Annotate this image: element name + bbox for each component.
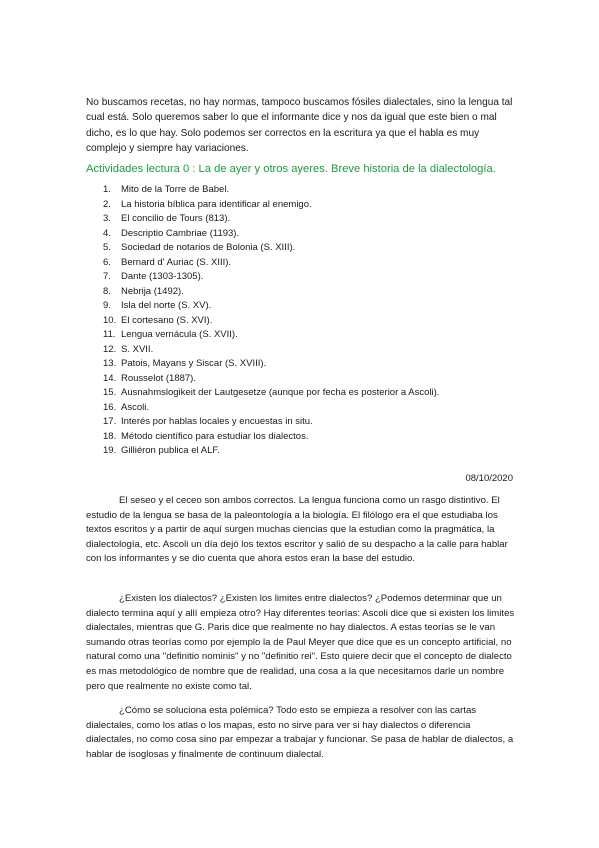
- activity-item: [103, 183, 439, 198]
- activity-text: La historia bíblica para identificar al enemigo.: [121, 198, 312, 210]
- activity-item: [103, 299, 439, 314]
- activity-item: [103, 256, 439, 271]
- activity-number: 11.: [103, 329, 116, 340]
- activities-heading: Actividades lectura 0 : La de ayer y otros ayeres. Breve historia de la dialectología.: [86, 163, 496, 175]
- paragraph-text: El seseo y el ceceo son ambos correctos. La lengua funciona como un rasgo distintivo. El estudio de la lengua se basa de la paleontología a la biología. El filólogo era el que estudiaba los textos escritos y a partir de aquí surgen muchas ciencias que la estudian como la pragmática, la dialectología, etc. Ascoli un día dejó los textos escritor y salió de su despacho a la calle para hablar con los informantes y se dio cuenta que ahora estos eran la base del estudio.: [86, 495, 508, 565]
- activity-text: Rousselot (1887).: [121, 372, 196, 384]
- activity-number: 15.: [103, 387, 117, 398]
- activity-number: 12.: [103, 343, 117, 355]
- activity-text: Dante (1303-1305).: [121, 271, 204, 282]
- activity-number: 16.: [103, 401, 117, 413]
- activity-number: 7.: [103, 271, 111, 282]
- paragraph-text: ¿Cómo se soluciona esta polémica? Todo esto se empieza a resolver con las cartas dialectales, como los atlas o los mapas, esto no sirve para ver si hay dialectos o diferencia dialectales, no como cosa sino par empezar a trabajar y funcionar. Se pasa de hablar de dialectos, a hablar de isoglosas y finalmente de continuum dialectal.: [86, 705, 514, 760]
- activity-item: [103, 314, 439, 329]
- paragraph-dialect-limits: [86, 592, 518, 694]
- activity-text: Bernard d' Auriac (S. XIII).: [121, 256, 232, 268]
- activity-text: El cortesano (S. XVI).: [121, 314, 213, 326]
- activity-text: Patois, Mayans y Siscar (S. XVIII).: [121, 358, 267, 369]
- activity-item: [103, 372, 439, 387]
- activity-text: Descriptio Cambriae (1193).: [121, 227, 240, 239]
- activity-number: 6.: [103, 256, 111, 268]
- activity-number: 8.: [103, 285, 111, 297]
- activity-number: 19.: [103, 445, 117, 456]
- activity-number: 1.: [103, 184, 111, 195]
- activities-list: [103, 183, 439, 459]
- activity-item: [103, 227, 439, 242]
- activity-number: 9.: [103, 300, 111, 311]
- activity-number: 4.: [103, 227, 111, 239]
- paragraph-seseo: [86, 494, 518, 567]
- activity-item: [103, 343, 439, 358]
- activity-item: [103, 430, 439, 445]
- activity-number: 18.: [103, 430, 117, 442]
- activity-number: 2.: [103, 198, 111, 210]
- activity-item: [103, 328, 439, 343]
- activity-number: 13.: [103, 358, 117, 369]
- paragraph-solution: [86, 704, 518, 762]
- activity-number: 17.: [103, 416, 117, 427]
- activity-text: Interés por hablas locales y encuestas in situ.: [121, 416, 313, 427]
- activity-number: 3.: [103, 213, 111, 224]
- activity-text: Sociedad de notarios de Bolonia (S. XIII).: [121, 242, 296, 253]
- activity-item: [103, 444, 439, 459]
- activity-text: Isla del norte (S. XV).: [121, 300, 212, 311]
- activity-item: [103, 357, 439, 372]
- intro-paragraph: No buscamos recetas, no hay normas, tampoco buscamos fósiles dialectales, sino la lengua tal cual está. Solo queremos saber lo que el informante dice y nos da igual que este bien o mal dicho, es lo que hay. Solo podemos ser correctos en la escritura ya que el habla es muy complejo y siempre hay variaciones.: [86, 97, 513, 155]
- activity-text: Lengua vernácula (S. XVII).: [121, 329, 238, 340]
- date-label: 08/10/2020: [465, 473, 513, 484]
- activity-text: Gilliéron publica el ALF.: [121, 445, 220, 456]
- activity-text: Mito de la Torre de Babel.: [121, 184, 230, 195]
- activity-item: [103, 212, 439, 227]
- activity-item: [103, 241, 439, 256]
- paragraph-text: ¿Existen los dialectos? ¿Existen los limites entre dialectos? ¿Podemos determinar que un dialecto termina aquí y allí empieza otro? Hay diferentes teorías: Ascoli dice que si existen los limites dialectales, mientras que G. Paris dice que realmente no hay dialectos. A estas teorías se le van sumando otras teorías como por ejemplo la de Paul Meyer que dice que es un concepto artificial, no natural como una "definitio nominis" y no "definitio rei". Esto quiere decir que el concepto de dialecto es mas metodológico de nombre que de realidad, una cosa a la que necesitamos darle un nombre pero que realmente no existe como tal.: [86, 593, 515, 692]
- activity-item: [103, 415, 439, 430]
- activity-number: 14.: [103, 372, 117, 384]
- activity-item: [103, 401, 439, 416]
- activity-number: 5.: [103, 242, 111, 253]
- activity-text: Ascoli.: [121, 401, 149, 413]
- activity-number: 10.: [103, 314, 117, 326]
- activity-text: Nebrija (1492).: [121, 285, 184, 297]
- activity-item: [103, 198, 439, 213]
- activity-text: Ausnahmslogikeit der Lautgesetze (aunque por fecha es posterior a Ascoli).: [121, 387, 440, 398]
- activity-item: [103, 270, 439, 285]
- activity-item: [103, 386, 439, 401]
- activity-text: S. XVII.: [121, 343, 154, 355]
- activity-item: [103, 285, 439, 300]
- activity-text: Método científico para estudiar los dialectos.: [121, 430, 309, 442]
- activity-text: El concilio de Tours (813).: [121, 213, 231, 224]
